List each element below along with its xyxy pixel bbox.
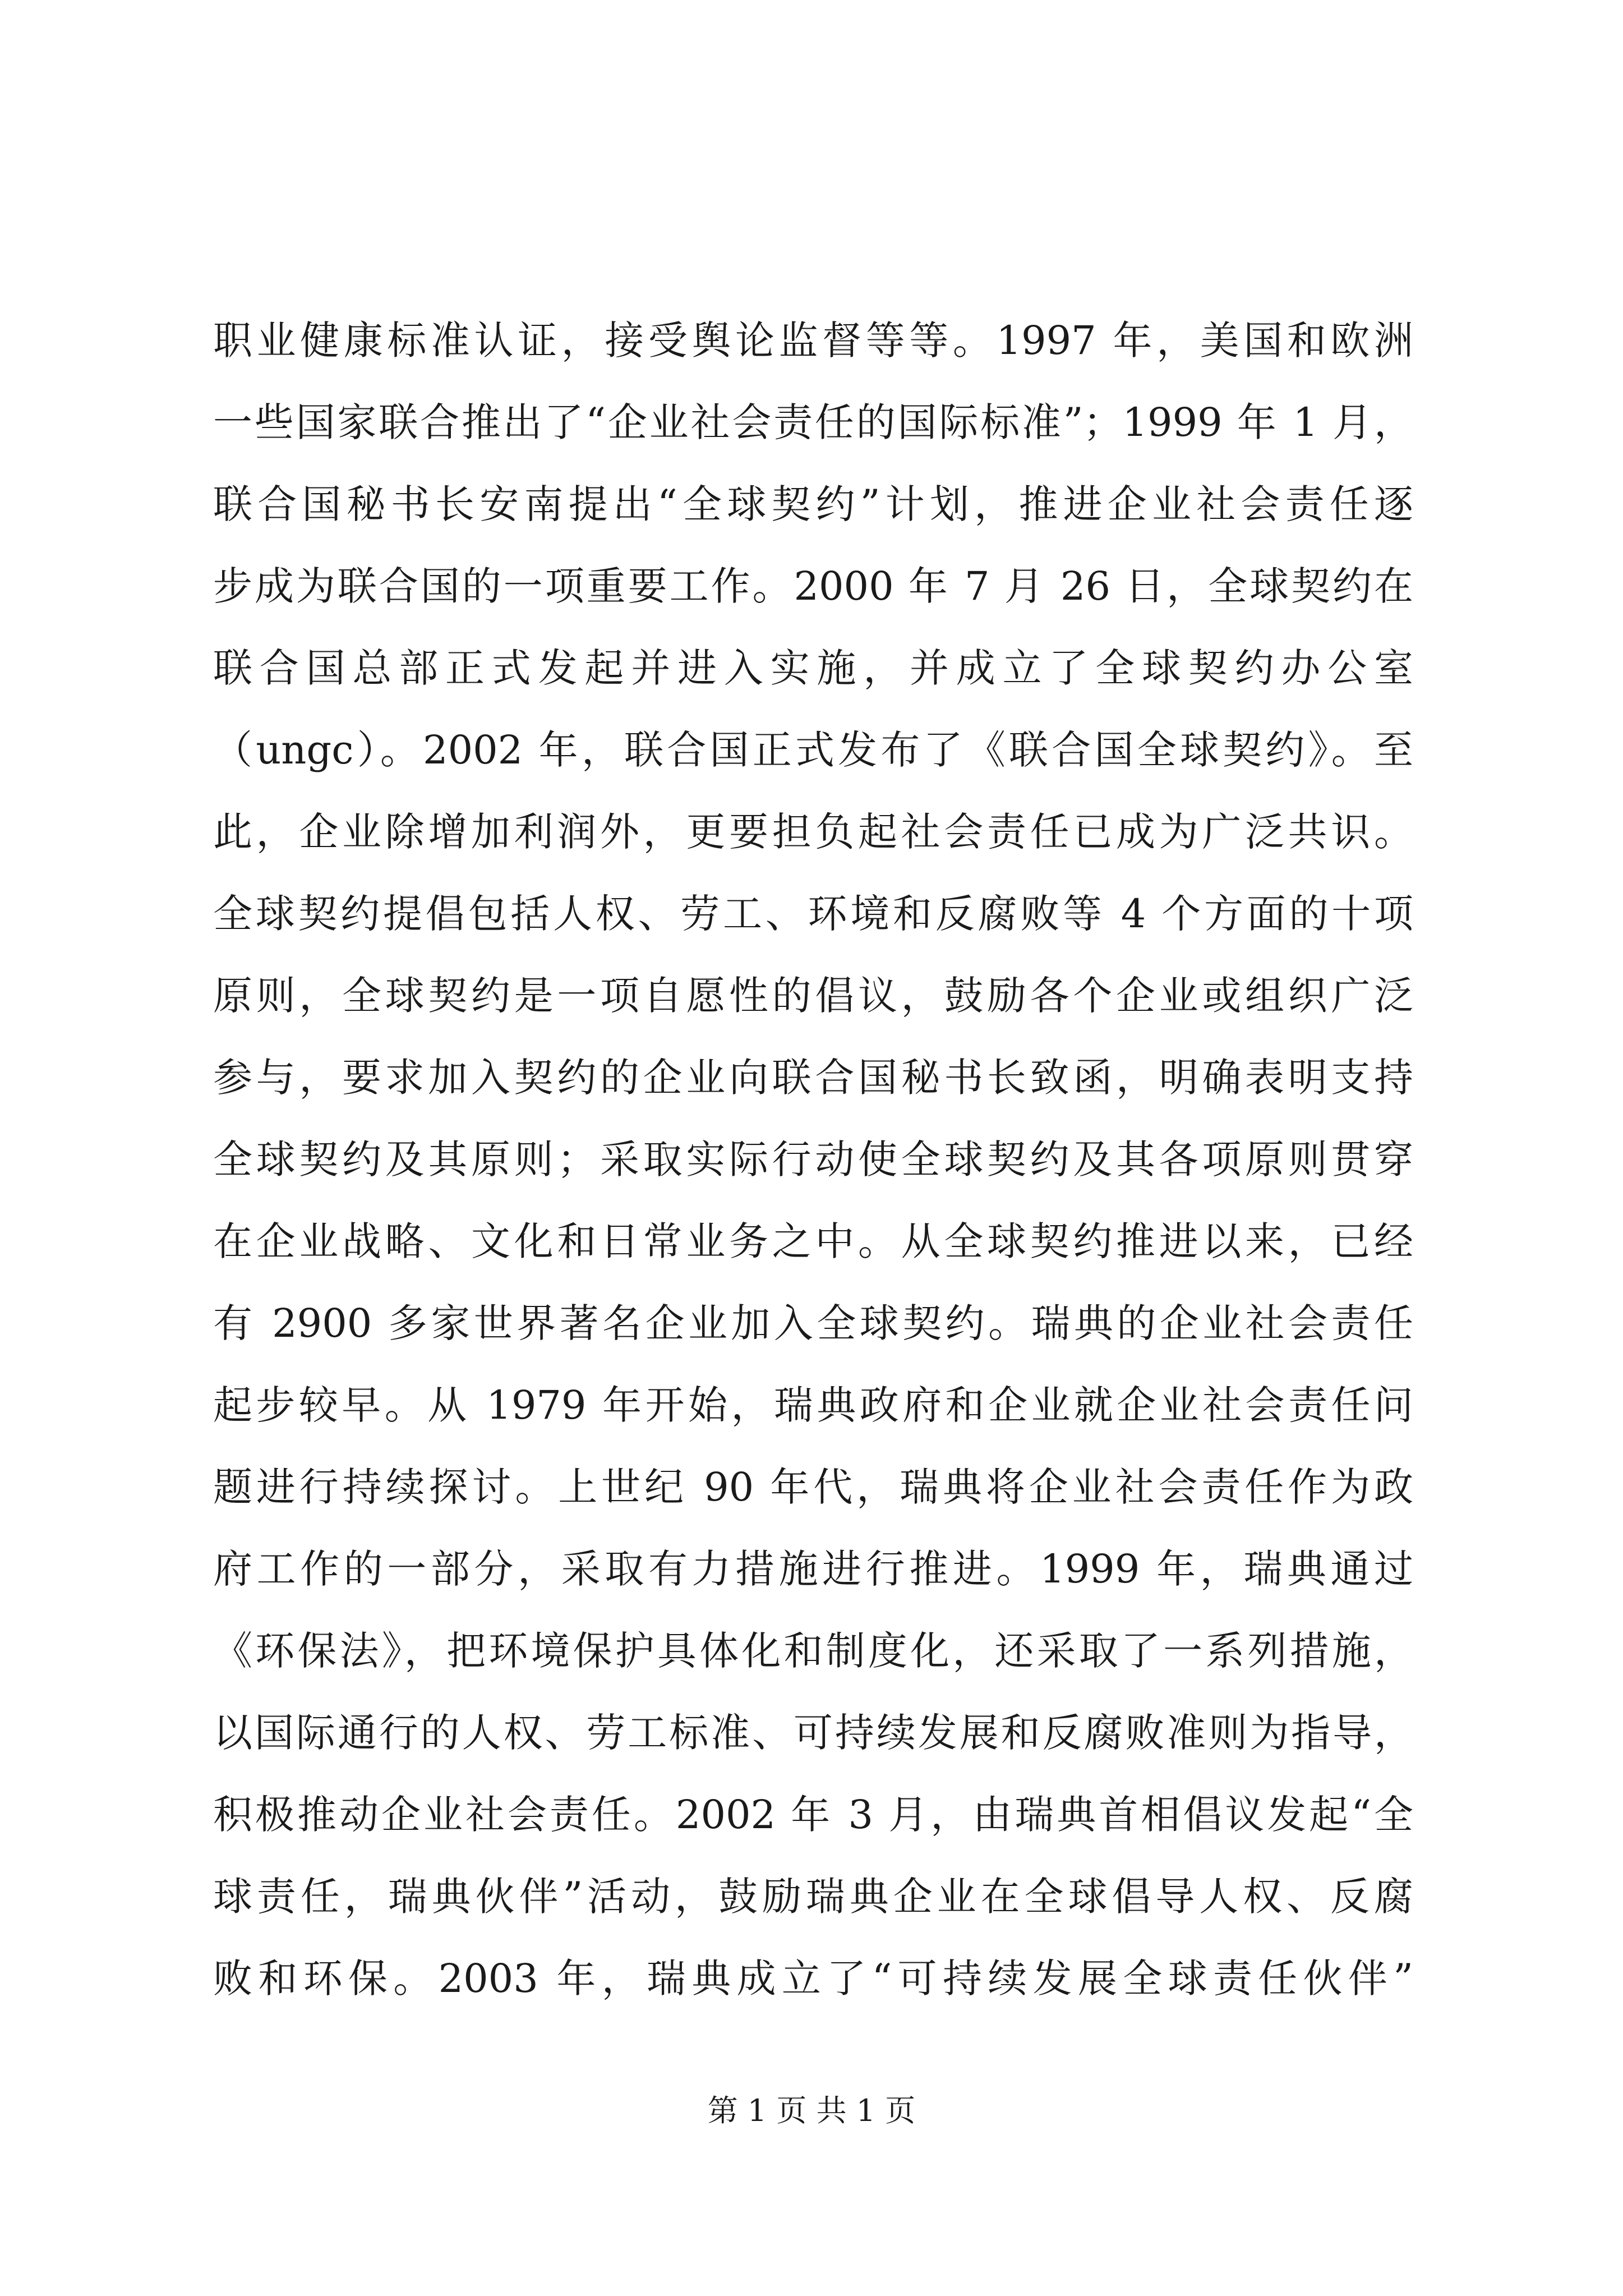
text-line: 一些国家联合推出了“企业社会责任的国际标准”；1999 年 1 月，	[213, 399, 1413, 445]
text-line: 败和环保。2003 年，瑞典成立了“可持续发展全球责任伙伴”	[213, 1955, 1413, 2001]
text-line: 职业健康标准认证，接受舆论监督等等。1997 年，美国和欧洲	[213, 318, 1413, 364]
text-line: 有 2900 多家世界著名企业加入全球契约。瑞典的企业社会责任	[213, 1300, 1413, 1346]
page-footer	[0, 2091, 1623, 2131]
body-text	[213, 300, 1413, 2019]
text-line: 府工作的一部分，采取有力措施进行推进。1999 年，瑞典通过	[213, 1546, 1413, 1592]
text-line: （ungc）。2002 年，联合国正式发布了《联合国全球契约》。至	[213, 727, 1413, 773]
text-line: 步成为联合国的一项重要工作。2000 年 7 月 26 日，全球契约在	[213, 563, 1413, 609]
text-line: 积极推动企业社会责任。2002 年 3 月，由瑞典首相倡议发起“全	[213, 1792, 1413, 1838]
text-line: 题进行持续探讨。上世纪 90 年代，瑞典将企业社会责任作为政	[213, 1464, 1413, 1510]
text-line: 原则，全球契约是一项自愿性的倡议，鼓励各个企业或组织广泛	[213, 973, 1413, 1019]
text-line: 联合国秘书长安南提出“全球契约”计划，推进企业社会责任逐	[213, 481, 1413, 527]
text-line: 全球契约提倡包括人权、劳工、环境和反腐败等 4 个方面的十项	[213, 891, 1413, 937]
text-line: 联合国总部正式发起并进入实施，并成立了全球契约办公室	[213, 645, 1413, 691]
text-line: 起步较早。从 1979 年开始，瑞典政府和企业就企业社会责任问	[213, 1382, 1413, 1428]
text-line: 全球契约及其原则；采取实际行动使全球契约及其各项原则贯穿	[213, 1137, 1413, 1182]
text-line: 《环保法》，把环境保护具体化和制度化，还采取了一系列措施，	[213, 1628, 1413, 1674]
text-line: 在企业战略、文化和日常业务之中。从全球契约推进以来，已经	[213, 1218, 1413, 1264]
text-line: 此，企业除增加利润外，更要担负起社会责任已成为广泛共识。	[213, 809, 1413, 855]
page-number-label: 第 1 页 共 1 页	[707, 2093, 916, 2128]
text-line: 以国际通行的人权、劳工标准、可持续发展和反腐败准则为指导，	[213, 1710, 1413, 1756]
text-line: 参与，要求加入契约的企业向联合国秘书长致函，明确表明支持	[213, 1055, 1413, 1101]
text-line: 球责任，瑞典伙伴”活动，鼓励瑞典企业在全球倡导人权、反腐	[213, 1874, 1413, 1920]
